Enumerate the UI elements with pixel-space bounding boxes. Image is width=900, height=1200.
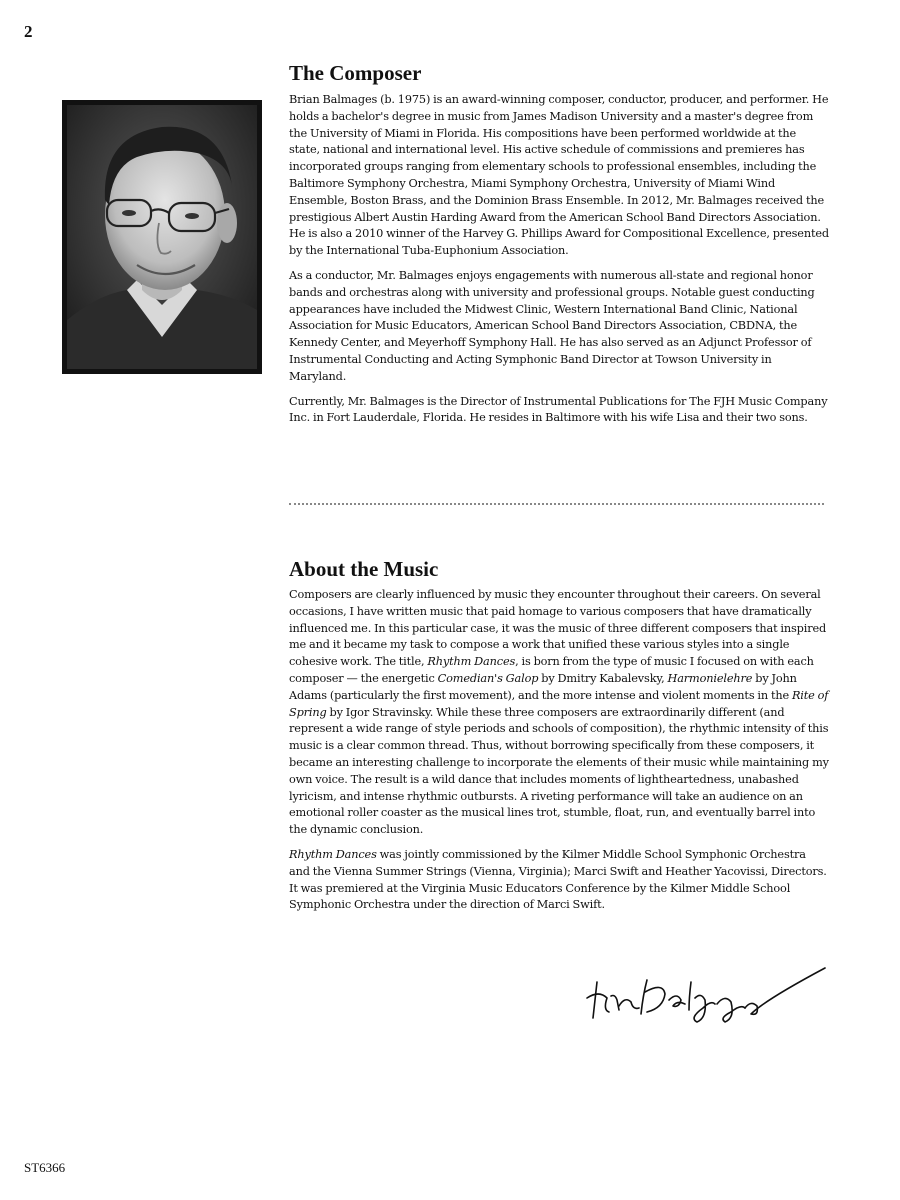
text-run: by John Adams (particularly the first movement), and the more intense and violent moments in the <box>289 671 797 702</box>
text-run: by Dmitry Kabalevsky, <box>538 671 668 685</box>
publication-code: ST6366 <box>24 1160 66 1175</box>
text-run: Composers are clearly influenced by music they encounter throughout their careers. On several occasions, I have written music that paid homage to various composers that have dramatically influenced me. In this particular case, it was the music of three different composers that inspired me and it became my task to compose a work that unified these various styles into a single cohesive work. The title, <box>289 588 827 669</box>
about-music-section <box>289 556 829 914</box>
text-run: , is born from the type of music I focused on with each composer — the energetic <box>289 655 814 685</box>
about-music-paragraph-1 <box>289 587 829 839</box>
work-title-rhythm-dances: Rhythm Dances <box>289 847 377 861</box>
work-title-harmonielehre: Harmonielehre <box>667 671 753 685</box>
composer-bio-paragraph-3: Currently, Mr. Balmages is the Director of Instrumental Publications for The FJH Music Company Inc. in Fort Lauderdale, Florida. He resides in Baltimore with his wife Lisa and their two sons. <box>289 394 828 425</box>
signature-image <box>585 960 830 1030</box>
composer-heading: The Composer <box>289 61 422 85</box>
composer-signature <box>585 960 830 1030</box>
work-title-rhythm-dances: Rhythm Dances <box>427 655 516 669</box>
work-title-rite-of-spring: Rite of Spring <box>289 688 829 719</box>
work-title-comedians-galop: Comedian's Galop <box>437 671 539 685</box>
page-number: 2 <box>24 22 33 41</box>
composer-photo <box>62 100 262 374</box>
about-music-paragraph-2 <box>289 847 829 914</box>
composer-section <box>289 60 829 427</box>
composer-bio-paragraph-1: Brian Balmages (b. 1975) is an award-winning composer, conductor, producer, and performer. He holds a bachelor's degree in music from James Madison University and a master's degree from the University of Miami in Florida. His compositions have been performed worldwide at the state, national and international level. His active schedule of commissions and premieres has incorporated groups ranging from elementary schools to professional ensembles, including the Baltimore Symphony Orchestra, Miami Symphony Orchestra, University of Miami Wind Ensemble, Boston Brass, and the Dominion Brass Ensemble. In 2012, Mr. Balmages received the prestigious Albert Austin Harding Award from the American School Band Directors Association. He is also a 2010 winner of the Harvey G. Phillips Award for Compositional Excellence, presented by the International Tuba-Euphonium Association. <box>289 93 829 258</box>
section-divider <box>289 503 824 505</box>
text-run: by Igor Stravinsky. While these three composers are extraordinarily different (and represent a wide range of style periods and schools of composition), the rhythmic intensity of this music is a clear common thread. Thus, without borrowing specifically from these composers, it became an interesting challenge to incorporate the elements of their music while maintaining my own voice. The result is a wild dance that includes moments of lightheartedness, unabashed lyricism, and intense rhythmic outbursts. A riveting performance will take an audience on an emotional roller coaster as the musical lines trot, stumble, float, run, and eventually barrel into the dynamic conclusion. <box>289 705 829 837</box>
composer-bio-paragraph-2: As a conductor, Mr. Balmages enjoys engagements with numerous all-state and regional honor bands and orchestras along with university and professional groups. Notable guest conducting appearances have included the Midwest Clinic, Western International Band Clinic, National Association for Music Educators, American School Band Directors Association, CBDNA, the Kennedy Center, and Meyerhoff Symphony Hall. He has also served as an Adjunct Professor of Instrumental Conducting and Acting Symphonic Band Director at Towson University in Maryland. <box>289 268 815 383</box>
text-run: was jointly commissioned by the Kilmer Middle School Symphonic Orchestra and the Vienna Summer Strings (Vienna, Virginia); Marci Swift and Heather Yacovissi, Directors. It was premiered at the Virginia Music Educators Conference by the Kilmer Middle School Symphonic Orchestra under the direction of Marci Swift. <box>289 847 827 912</box>
portrait-image <box>67 105 257 369</box>
about-music-heading: About the Music <box>289 557 439 581</box>
